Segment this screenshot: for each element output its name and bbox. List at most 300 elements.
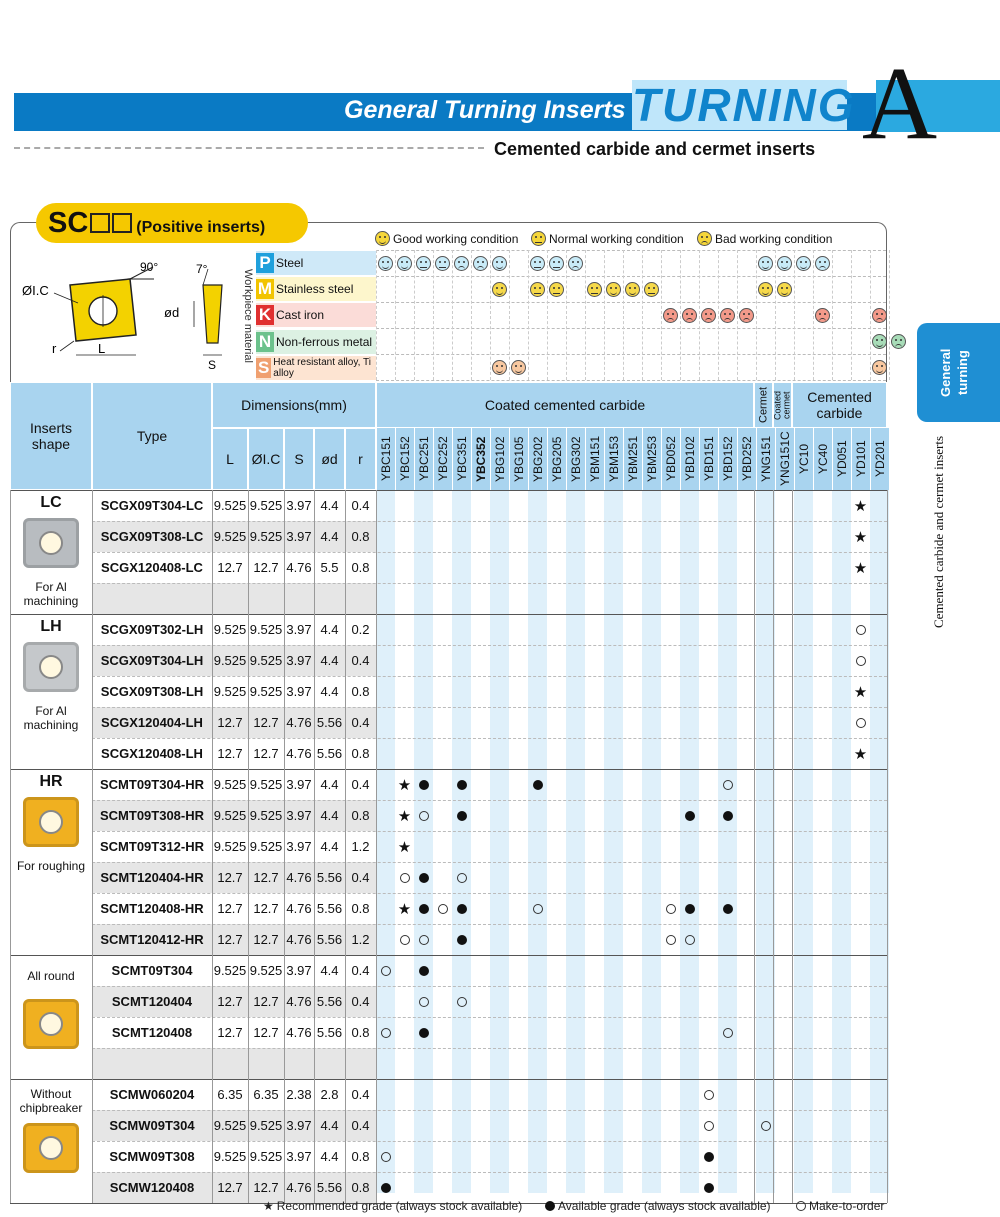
dim-s: 3.97 [284,645,314,676]
dim-d: 4.4 [314,521,345,552]
col-line [284,490,285,1203]
col-line [887,490,888,1203]
group-name: HR [39,773,63,790]
star-icon: ★ [397,807,412,825]
grade-header: YBM251 [623,428,642,490]
dim-r: 0.8 [351,560,370,575]
side-caption: Cemented carbide and cermet inserts [931,435,946,629]
dim-ic: 9.525 [249,684,283,699]
material-face-cell [813,303,832,328]
insert-type: SCMT120404 [92,986,212,1017]
insert-hole [39,531,63,555]
normal-face-icon [587,282,602,297]
tab-label: General turning [938,348,970,398]
grade-header: YBD252 [737,428,756,490]
grade-mark [414,955,433,986]
grade-header: YBC352 [471,428,490,490]
dim-l: 9.525 [213,498,247,513]
material-letter: K [256,305,274,325]
dim-s [284,1048,314,1079]
dim-ic: 12.7 [248,924,284,955]
dim-l: 9.525 [213,622,247,637]
insert-type: SCGX09T302-LH [100,622,204,637]
grade-header: YNG151 [756,428,775,490]
dim-d: 5.56 [316,901,343,916]
dim-d: 4.4 [320,498,339,513]
insert-type: SCGX120408-LH [101,746,203,761]
dot-icon [419,966,429,976]
dim-d: 5.5 [320,560,339,575]
dim-r: 0.4 [351,498,370,513]
footer-ring [796,1199,884,1213]
material-face-cell [718,303,737,328]
insert-thumbnail [23,797,79,847]
col-line [92,490,93,1203]
col-type: Type [92,382,212,490]
bad-face-icon [663,308,678,323]
material-name: Steel [276,256,304,270]
material-row-p [256,251,376,275]
header-divider [14,147,484,149]
insert-type: SCMW09T308 [109,1149,195,1164]
material-name: Cast iron [276,308,325,322]
grade-mark [851,707,870,738]
col-coated-cermet: Coated cermet [773,382,792,428]
insert-type: SCGX09T304-LH [92,645,212,676]
dim-ic: 9.525 [249,963,283,978]
insert-type [92,583,212,614]
legend-good [375,231,518,246]
dim-d: 4.4 [320,963,339,978]
ring-icon [457,997,467,1007]
turning-banner: TURNING [632,79,856,131]
dim-l: 9.525 [213,684,247,699]
material-letter: N [256,332,274,352]
dim-ic: 9.525 [248,645,284,676]
insert-type: SCMT120408-HR [100,901,204,916]
grade-mark [851,645,870,676]
dim-ic: 12.7 [248,986,284,1017]
dim-ic: 12.7 [248,1172,284,1203]
dim-d: 5.56 [314,1172,345,1203]
S-label: S [208,358,217,371]
legend-text: Normal working condition [549,231,684,246]
dim-r: 0.4 [345,707,376,738]
good-face-icon [492,282,507,297]
dim-l: 12.7 [217,746,243,761]
material-face-cell [509,355,528,380]
grade-header: YBG202 [528,428,547,490]
dim-l: 12.7 [212,986,248,1017]
shade-column [642,490,661,1193]
grade-header: YBM153 [604,428,623,490]
material-face-cell [775,251,794,276]
group-label [10,494,92,512]
dim-l: 12.7 [217,1025,243,1040]
legend-bad [697,231,832,246]
star-icon: ★ [853,497,868,515]
insert-type: SCMT09T308-HR [92,800,212,831]
group-name: LH [40,618,62,635]
col-line [10,490,11,1203]
dim-r: 1.2 [345,924,376,955]
grade-mark [452,769,471,800]
ring-icon [704,1090,714,1100]
material-name: Stainless steel [276,282,354,296]
dim-r: 0.4 [345,645,376,676]
insert-hole [39,1012,63,1036]
material-face-cell [414,251,433,276]
dim-r: 0.4 [351,1087,370,1102]
material-row-k [256,303,376,327]
star-icon: ★ [853,745,868,763]
dim-s: 4.76 [284,707,314,738]
material-face-cell [376,251,395,276]
insert-diagram [18,255,240,371]
grade-mark [528,893,547,924]
grade-header: YBC252 [433,428,452,490]
angle-7-label: 7° [196,262,208,276]
normal-face-icon [531,231,546,246]
star-icon: ★ [397,900,412,918]
dim-d: 2.8 [320,1087,339,1102]
grid-line [851,250,852,380]
grade-mark [851,490,870,521]
footer-star [263,1199,522,1213]
dim-s [284,583,314,614]
dim-l: 9.525 [213,1149,247,1164]
col-cemented-carbide: Cemented carbide [792,382,887,428]
insert-type [92,1048,212,1079]
insert-type: SCMT120408 [111,1025,193,1040]
insert-type: SCGX09T308-LH [100,684,204,699]
grade-mark [680,924,699,955]
dim-ic: 12.7 [248,862,284,893]
dot-icon [704,1152,714,1162]
grade-header: YBD152 [718,428,737,490]
shade-column [528,490,547,1193]
material-face-cell [623,277,642,302]
dim-l: 9.525 [213,963,247,978]
grade-mark [452,862,471,893]
dim-ic: 9.525 [249,1149,283,1164]
footer-star-text: Recommended grade (always stock available) [276,1199,523,1213]
normal-face-icon [435,256,450,271]
grade-header: YD201 [870,428,889,490]
group-caption: Without chipbreaker [19,1087,83,1115]
good-face-icon [492,256,507,271]
dim-ic [248,583,284,614]
dim-s: 4.76 [286,746,312,761]
bad-face-icon [815,308,830,323]
dim-d: 5.56 [314,707,345,738]
col-line [248,490,249,1203]
grade-header: YBD052 [661,428,680,490]
section-tab [36,203,308,243]
ring-icon [438,904,448,914]
grade-mark [433,893,452,924]
dim-ic: 9.525 [249,777,283,792]
bad-face-icon [568,256,583,271]
good-face-icon [758,256,773,271]
insert-type: SCMT09T312-HR [99,839,205,854]
material-face-cell [490,251,509,276]
ring-icon [381,966,391,976]
ring-icon [856,718,866,728]
dim-l [212,583,248,614]
material-face-cell [642,277,661,302]
bad-face-icon [473,256,488,271]
dim-l: 9.525 [213,777,247,792]
material-face-cell [889,329,908,354]
dim-d: 4.4 [320,622,339,637]
grade-header: YBC152 [395,428,414,490]
shade-column [832,490,851,1193]
normal-face-icon [530,282,545,297]
dim-header: S [284,428,314,490]
d-label: ød [164,305,180,320]
normal-face-icon [549,282,564,297]
material-face-cell [490,355,509,380]
grade-mark [395,831,414,862]
dim-r: 0.4 [351,963,370,978]
grade-mark [851,614,870,645]
header-subtitle: Cemented carbide and cermet inserts [494,139,816,159]
dim-l: 12.7 [212,924,248,955]
star-icon: ★ [397,776,412,794]
grid-line [604,250,605,380]
material-face-cell [775,277,794,302]
ring-icon [419,935,429,945]
bad-face-icon [815,256,830,271]
dim-r [345,1048,376,1079]
dim-l: 12.7 [212,862,248,893]
ring-icon [419,997,429,1007]
good-face-icon [397,256,412,271]
material-face-cell [452,251,471,276]
ring-icon [856,625,866,635]
L-label: L [98,341,106,356]
material-face-cell [566,251,585,276]
insert-type: SCMW120408 [92,1172,212,1203]
dim-s: 2.38 [286,1087,312,1102]
dim-s: 3.97 [286,498,312,513]
dim-d: 5.56 [314,924,345,955]
grade-header: YNG151C [775,428,794,490]
good-face-icon [625,282,640,297]
col-line [792,490,793,1203]
ring-icon [533,904,543,914]
insert-hole [39,655,63,679]
dim-l: 9.525 [212,1110,248,1141]
dim-d: 5.56 [316,1025,343,1040]
grade-mark [376,1141,395,1172]
dim-l: 12.7 [212,707,248,738]
dim-s: 4.76 [286,1025,312,1040]
ring-icon [419,811,429,821]
r-label: r [52,341,57,356]
dim-s: 3.97 [286,777,312,792]
dot-icon [419,873,429,883]
shade-column [718,490,737,1193]
insert-thumbnail [23,518,79,568]
ring-icon [856,656,866,666]
grade-mark [851,738,870,769]
dim-ic: 6.35 [253,1087,279,1102]
material-face-cell [547,277,566,302]
good-face-icon [492,360,507,375]
grid-line [376,380,886,381]
dot-icon [457,811,467,821]
normal-face-icon [644,282,659,297]
good-face-icon [375,231,390,246]
dim-d: 4.4 [314,800,345,831]
dim-ic [248,1048,284,1079]
star-icon: ★ [853,559,868,577]
grade-mark [414,924,433,955]
material-face-cell [813,251,832,276]
material-face-cell [699,303,718,328]
dim-r: 0.8 [351,1149,370,1164]
dot-icon [419,780,429,790]
dim-r: 0.8 [345,800,376,831]
dim-d: 4.4 [314,1110,345,1141]
dim-ic: 9.525 [248,800,284,831]
dim-ic: 12.7 [253,1025,279,1040]
ring-icon [666,935,676,945]
dot-icon [457,904,467,914]
star-icon: ★ [263,1199,274,1213]
grade-mark [376,955,395,986]
dim-ic: 12.7 [253,901,279,916]
insert-thumbnail [23,642,79,692]
grade-header: YC10 [794,428,813,490]
material-face-cell [756,277,775,302]
dim-r: 0.4 [345,862,376,893]
material-face-cell [680,303,699,328]
dim-ic: 9.525 [249,498,283,513]
dim-s: 4.76 [286,560,312,575]
grade-mark [414,769,433,800]
good-face-icon [872,360,887,375]
group-caption: For roughing [16,859,86,873]
footer-dot [545,1199,771,1213]
material-face-cell [737,303,756,328]
bad-face-icon [701,308,716,323]
ring-icon [381,1152,391,1162]
material-face-cell [433,251,452,276]
insert-type: SCMT09T304-HR [99,777,205,792]
grade-header: YBG105 [509,428,528,490]
dim-l: 12.7 [217,560,243,575]
shade-column [490,490,509,1193]
good-face-icon [777,256,792,271]
bad-face-icon [697,231,712,246]
grade-mark [680,800,699,831]
dim-r: 0.8 [345,521,376,552]
grid-line [832,250,833,380]
grade-mark [414,1017,433,1048]
footer-ring-text: Make-to-order [809,1199,885,1213]
col-cermet: Cermet [754,382,773,428]
material-face-cell [870,329,889,354]
material-letter: M [257,279,273,298]
dim-l [212,1048,248,1079]
dim-r: 0.8 [351,746,370,761]
col-line [314,490,315,1203]
dim-d: 4.4 [320,1149,339,1164]
dot-icon [545,1201,555,1211]
dim-r: 1.2 [351,839,370,854]
dim-r: 0.4 [345,1110,376,1141]
dim-r: 0.8 [351,901,370,916]
dim-s: 4.76 [284,986,314,1017]
ring-icon [796,1201,806,1211]
grade-mark [718,800,737,831]
grade-mark [680,893,699,924]
footer-dot-text: Available grade (always stock available) [558,1199,771,1213]
grade-mark [395,769,414,800]
col-inserts-shape: Inserts shape [10,382,92,490]
dim-header: ØI.C [248,428,284,490]
grade-mark [661,893,680,924]
material-face-cell [395,251,414,276]
ring-icon [761,1121,771,1131]
dim-header: ød [314,428,345,490]
header-title: General Turning Inserts [344,96,626,124]
dim-ic: 12.7 [253,746,279,761]
dim-l: 12.7 [212,1172,248,1203]
grade-mark [414,986,433,1017]
material-face-cell [604,277,623,302]
dim-d [314,1048,345,1079]
material-letter: P [256,253,274,273]
dot-icon [723,811,733,821]
general-turning-tab[interactable] [917,323,1000,422]
ring-icon [723,780,733,790]
col-line [376,490,377,1203]
placeholder-box [90,213,110,233]
insert-type: SCMT120412-HR [92,924,212,955]
dim-d: 5.56 [314,986,345,1017]
dim-ic: 12.7 [248,707,284,738]
dim-s: 3.97 [286,622,312,637]
normal-face-icon [416,256,431,271]
dim-d: 4.4 [320,684,339,699]
group-caption: For Al machining [23,704,79,732]
insert-type: SCMT120404-HR [92,862,212,893]
grade-mark [851,521,870,552]
material-face-cell [870,303,889,328]
dim-l: 12.7 [217,901,243,916]
dot-icon [457,780,467,790]
insert-type: SCMT09T304 [111,963,193,978]
grade-mark [851,552,870,583]
ring-icon [666,904,676,914]
dim-d: 5.56 [314,862,345,893]
workpiece-label: Workpiece material [242,269,254,363]
shade-column [604,490,623,1193]
dim-l: 9.525 [212,521,248,552]
col-dimensions: Dimensions(mm) [212,382,376,428]
dim-r: 0.4 [351,777,370,792]
grade-header: YBD151 [699,428,718,490]
grade-mark [528,769,547,800]
dim-s: 3.97 [284,800,314,831]
material-name: Heat resistant alloy, Ti alloy [273,357,371,379]
bad-face-icon [454,256,469,271]
group-caption: All round [27,969,75,983]
